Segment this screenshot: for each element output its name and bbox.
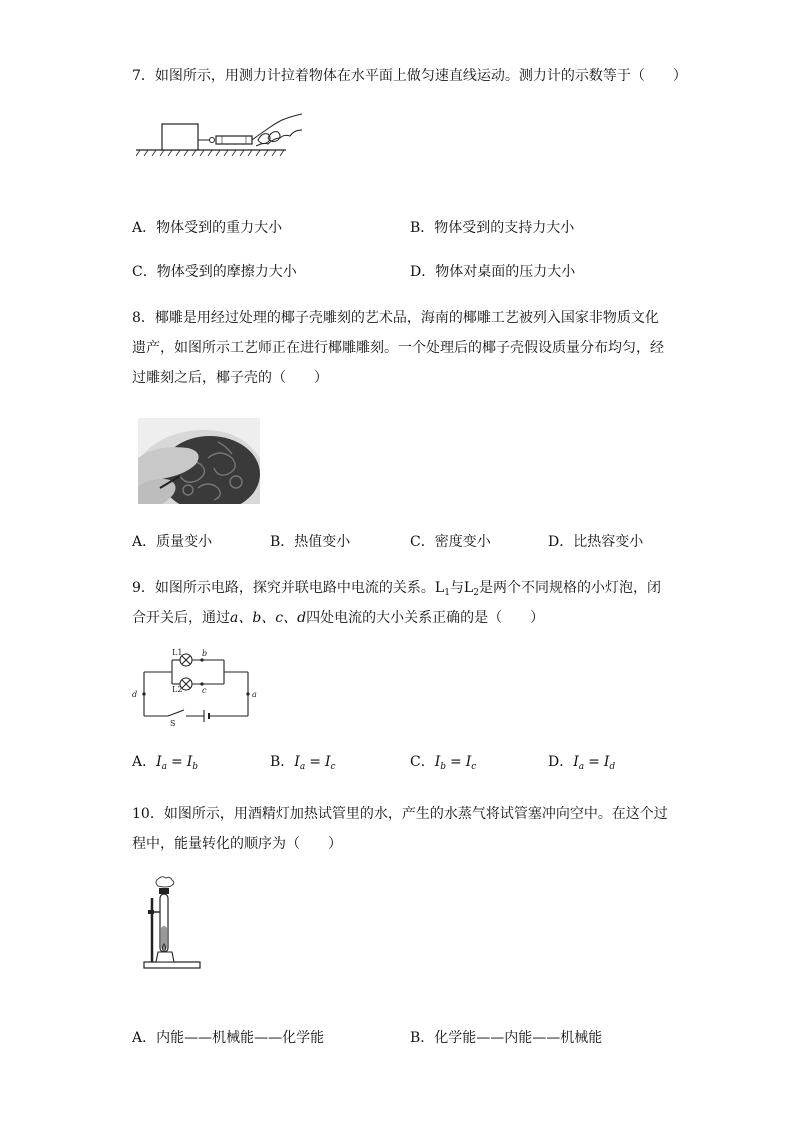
question-8-line-2: 遗产，如图所示工艺师正在进行椰雕雕刻。一个处理后的椰子壳假设质量分布均匀，经: [132, 340, 664, 356]
label-l2: L2: [172, 685, 183, 694]
q8-option-d[interactable]: D．比热容变小: [548, 534, 644, 550]
q7-option-b[interactable]: B．物体受到的支持力大小: [410, 220, 575, 236]
q7-option-d[interactable]: D．物体对桌面的压力大小: [410, 264, 576, 280]
q8-option-c[interactable]: C．密度变小: [410, 534, 491, 550]
label-d: d: [132, 690, 138, 699]
test-tube-apparatus-figure: [140, 876, 204, 974]
question-9-line-1: 9．如图所示电路，探究并联电路中电流的关系。$L_1$与$L_2$是两个不同规格的小灯泡，闭: [132, 580, 661, 598]
question-9-line-2: 合开关后，通过a、b、c、d四处电流的大小关系正确的是（ ）: [132, 610, 545, 626]
question-8-line-1: 8．椰雕是用经过处理的椰子壳雕刻的艺术品，海南的椰雕工艺被列入国家非物质文化: [132, 310, 659, 326]
q9-option-c[interactable]: C．$I_b = I_c$: [410, 754, 477, 772]
q7-option-a[interactable]: A．物体受到的重力大小: [132, 220, 283, 236]
label-c: c: [202, 686, 207, 695]
q9-option-a[interactable]: A．$I_a = I_b$: [132, 754, 199, 772]
q10-option-b[interactable]: B．化学能——内能——机械能: [410, 1030, 603, 1046]
label-b: b: [202, 649, 208, 658]
coconut-carving-photo: [138, 418, 260, 504]
question-7-text: 7．如图所示，用测力计拉着物体在水平面上做匀速直线运动。测力计的示数等于（ ）: [132, 68, 687, 84]
q8-option-b[interactable]: B．热值变小: [270, 534, 351, 550]
q10-option-a[interactable]: A．内能——机械能——化学能: [132, 1030, 325, 1046]
force-gauge-figure: [136, 110, 306, 160]
question-10-line-2: 程中，能量转化的顺序为（ ）: [132, 836, 342, 852]
q9-option-d[interactable]: D．$I_a = I_d$: [548, 754, 616, 772]
q9-option-b[interactable]: B．$I_a = I_c$: [270, 754, 336, 772]
q8-option-a[interactable]: A．质量变小: [132, 534, 213, 550]
question-10-line-1: 10．如图所示，用酒精灯加热试管里的水，产生的水蒸气将试管塞冲向空中。在这个过: [132, 806, 668, 822]
q7-option-c[interactable]: C．物体受到的摩擦力大小: [132, 264, 297, 280]
parallel-circuit-diagram: [128, 644, 264, 728]
label-a: a: [252, 690, 257, 699]
label-s: S: [170, 719, 176, 728]
question-8-line-3: 过雕刻之后，椰子壳的（ ）: [132, 370, 328, 386]
label-l1: L1: [172, 648, 183, 657]
